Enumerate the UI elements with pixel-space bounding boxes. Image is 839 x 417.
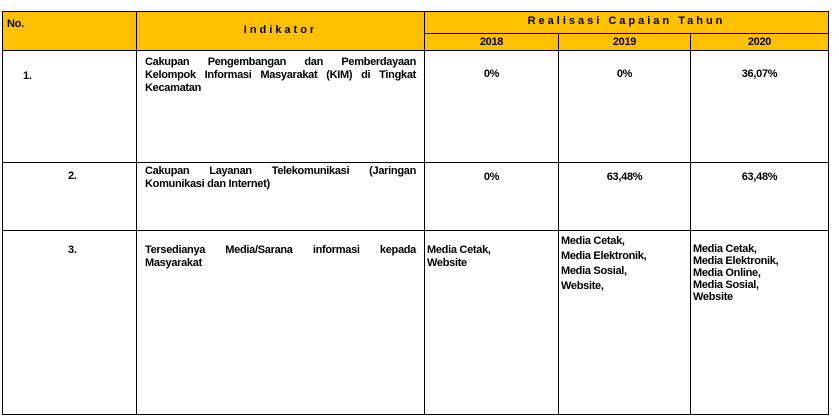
row-number: 1.: [3, 51, 137, 163]
header-row-top: [3, 12, 829, 34]
value-2019: 0%: [559, 51, 691, 163]
table-row: [3, 163, 829, 231]
table-row: [3, 231, 829, 415]
value-2020-line: Media Sosial,: [693, 279, 759, 291]
row-number: 2.: [3, 163, 137, 231]
value-2019: 63,48%: [559, 163, 691, 231]
value-2018-line: Media Cetak,: [427, 244, 491, 256]
header-realisasi: Realisasi Capaian Tahun: [425, 12, 829, 34]
realisasi-table: [2, 11, 829, 415]
header-year-2018: 2018: [425, 34, 559, 51]
row-indikator: Cakupan Pengembangan dan Pemberdayaan Kelompok Informasi Masyarakat (KIM) di Tingkat Kecamatan: [137, 51, 425, 163]
value-2019: [559, 231, 691, 415]
row-indikator: Tersedianya Media/Sarana informasi kepada Masyarakat: [137, 231, 425, 415]
row-indikator: Cakupan Layanan Telekomunikasi (Jaringan Komunikasi dan Internet): [137, 163, 425, 231]
value-2020: 36,07%: [691, 51, 829, 163]
value-2018: [425, 231, 559, 415]
value-2020: 63,48%: [691, 163, 829, 231]
value-2020-line: Media Cetak,: [693, 243, 757, 255]
value-2020: [691, 231, 829, 415]
header-year-2020: 2020: [691, 34, 829, 51]
header-year-2019: 2019: [559, 34, 691, 51]
value-2020-line: Media Online,: [693, 267, 761, 279]
value-2018-line: Website: [427, 257, 467, 269]
value-2018: 0%: [425, 51, 559, 163]
table-row: [3, 51, 829, 163]
row-number: 3.: [3, 231, 137, 415]
header-indikator: Indikator: [137, 12, 425, 51]
value-2020-line: Website: [693, 291, 733, 303]
value-2020-line: Media Elektronik,: [693, 255, 779, 267]
value-2019-line: Media Sosial,: [561, 265, 627, 277]
value-2019-line: Media Elektronik,: [561, 250, 647, 262]
header-no: No.: [3, 12, 137, 51]
value-2019-line: Media Cetak,: [561, 235, 625, 247]
value-2018: 0%: [425, 163, 559, 231]
value-2019-line: Website,: [561, 280, 604, 292]
